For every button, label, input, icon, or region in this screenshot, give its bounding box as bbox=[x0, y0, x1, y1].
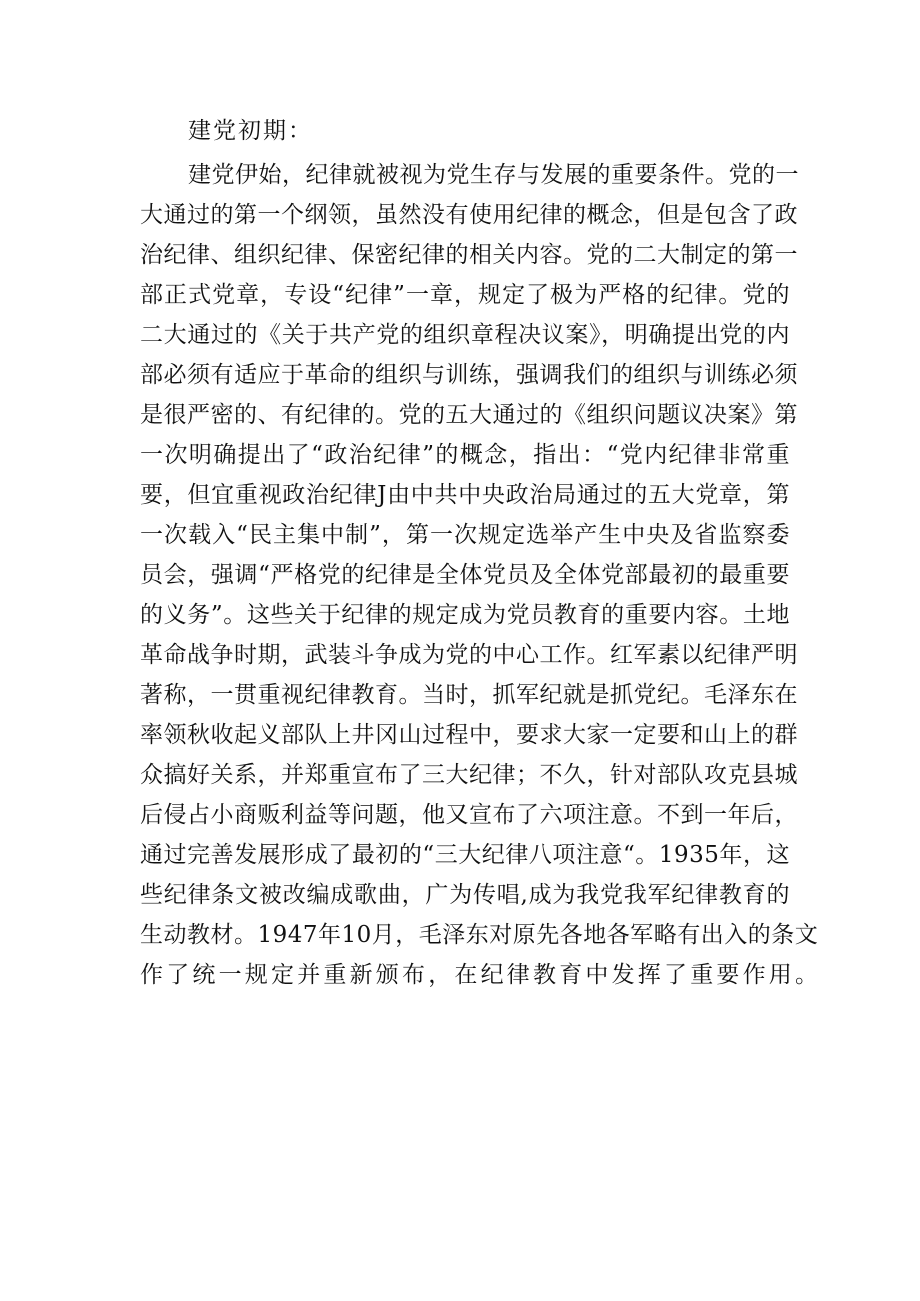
section-heading: 建党初期： bbox=[188, 118, 313, 144]
paragraph-line: 些纪律条文被改编成歌曲，广为传唱,成为我党我军纪律教育的 bbox=[140, 882, 790, 908]
paragraph-line: 员会，强调“严格党的纪律是全体党员及全体党部最初的最重要 bbox=[140, 562, 790, 588]
paragraph-line: 部正式党章，专设“纪律”一章，规定了极为严格的纪律。党的 bbox=[140, 282, 790, 308]
paragraph-line: 大通过的第一个纲领，虽然没有使用纪律的概念，但是包含了政 bbox=[140, 202, 798, 228]
paragraph-line: 要，但宜重视政治纪律J由中共中央政治局通过的五大党章，第 bbox=[140, 482, 790, 508]
paragraph-line: 率领秋收起义部队上井冈山过程中，要求大家一定要和山上的群 bbox=[140, 722, 798, 748]
paragraph-line: 生动教材。1947年10月，毛泽东对原先各地各军略有出入的条文 bbox=[140, 922, 819, 948]
paragraph-line: 治纪律、组织纪律、保密纪律的相关内容。党的二大制定的第一 bbox=[140, 242, 798, 268]
paragraph-line: 建党伊始，纪律就被视为党生存与发展的重要条件。党的一 bbox=[188, 162, 799, 188]
paragraph-line: 后侵占小商贩利益等问题，他又宣布了六项注意。不到一年后， bbox=[140, 802, 798, 828]
paragraph-line: 众搞好关系，并郑重宣布了三大纪律；不久，针对部队攻克县城 bbox=[140, 762, 798, 788]
paragraph-line: 著称，一贯重视纪律教育。当时，抓军纪就是抓党纪。毛泽东在 bbox=[140, 682, 798, 708]
paragraph-line: 的义务”。这些关于纪律的规定成为党员教育的重要内容。土地 bbox=[140, 602, 790, 628]
paragraph-line: 二大通过的《关于共产党的组织章程决议案》，明确提出党的内 bbox=[140, 322, 790, 348]
paragraph-line: 革命战争时期，武装斗争成为党的中心工作。红军素以纪律严明 bbox=[140, 642, 798, 668]
paragraph-line: 一次明确提出了“政治纪律”的概念，指出：“党内纪律非常重 bbox=[140, 442, 790, 468]
paragraph-line: 是很严密的、有纪律的。党的五大通过的《组织问题议决案》第 bbox=[140, 402, 798, 428]
body-paragraph bbox=[140, 155, 822, 995]
paragraph-line: 通过完善发展形成了最初的“三大纪律八项注意“。1935年，这 bbox=[140, 842, 790, 868]
paragraph-line: 一次载入“民主集中制”，第一次规定选举产生中央及省监察委 bbox=[140, 522, 790, 548]
paragraph-line: 作了统一规定并重新颁布，在纪律教育中发挥了重要作用。 bbox=[140, 962, 822, 988]
paragraph-line: 部必须有适应于革命的组织与训练，强调我们的组织与训练必须 bbox=[140, 362, 798, 388]
